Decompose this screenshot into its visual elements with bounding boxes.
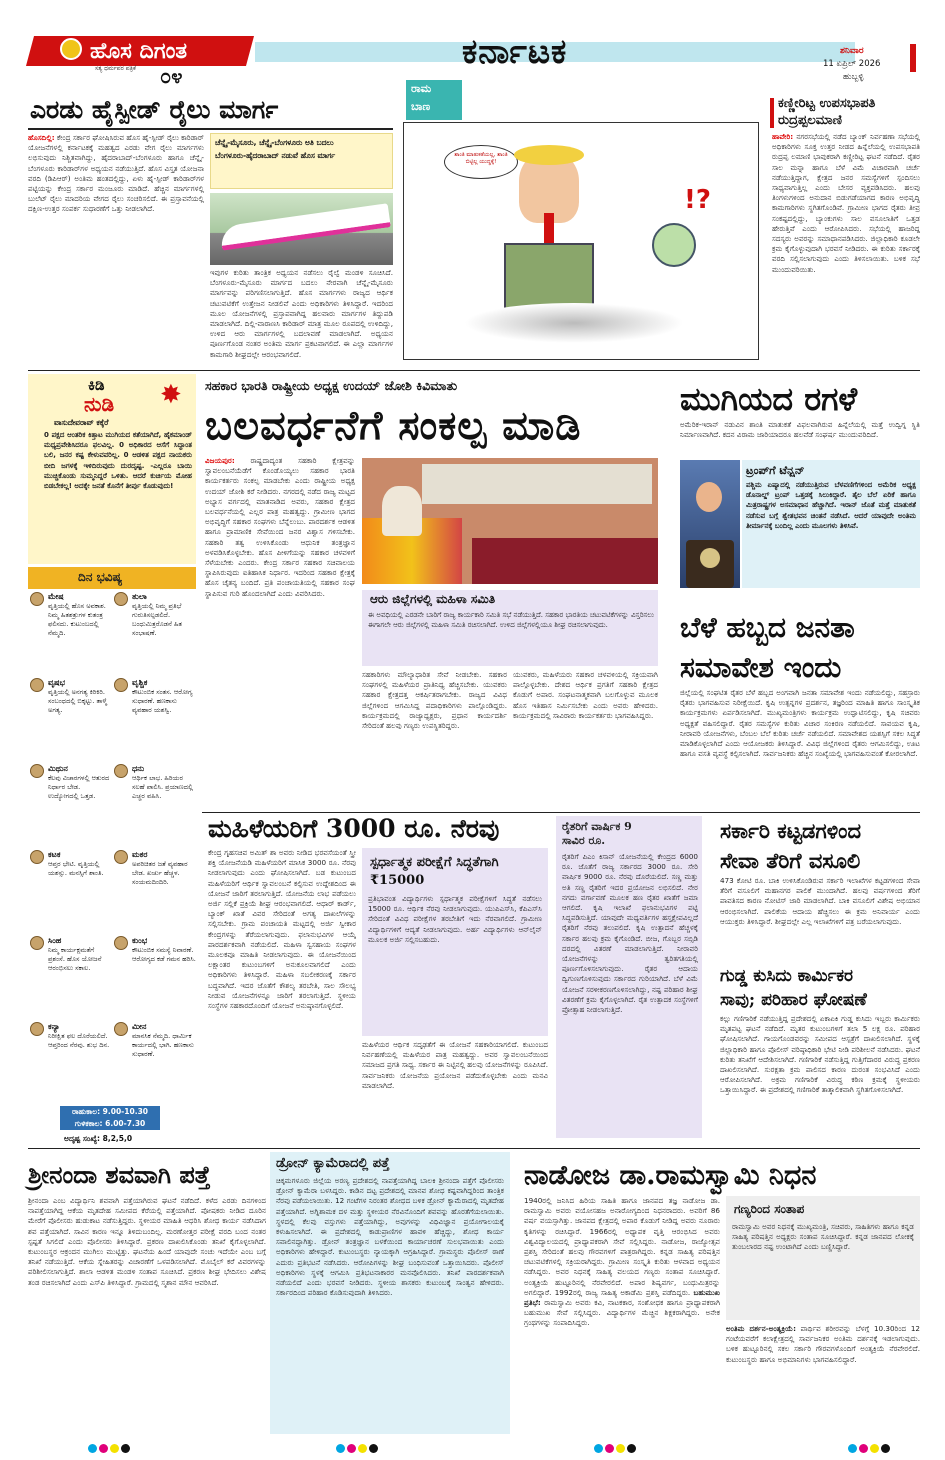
trump-title: ಟ್ರಂಪ್‌ಗೆ ಟೆನ್ಷನ್: [746, 464, 805, 477]
logo-emblem-icon: [60, 38, 82, 60]
shreenanda-headline: ಶ್ರೀನಂದಾ ಶವವಾಗಿ ಪತ್ತೆ: [28, 1160, 211, 1189]
rail-body1: ಕೇಂದ್ರ ಸರ್ಕಾರ ಘೋಷಿಸಿರುವ ಹೊಸ ಹೈ-ಸ್ಪೀಡ್ ರೈಲು ಕಾರಿಡಾರ್ ಯೋಜನೆಗಳಲ್ಲಿ ಕರ್ನಾಟಕಕ್ಕೆ ಮಹತ್ವದ ಎರಡು ವೇಗ ರೈಲು ಮಾರ್ಗಗಳು ಲಭಿಸುವುದು ನಿಶ್ಚಿತವಾಗಿದ್ದು, ಹೈದರಾಬಾದ್-ಬೆಂಗಳೂರು ಹಾಗೂ ಚೆನ್ನೈ-ಬೆಂಗಳೂರು ಕಾರಿಡಾರ್‌ಗಳ ಅಧ್ಯಯನ ನಡೆಯುತ್ತಿದೆ. ಹೊಸ ವಿಸ್ತೃತ ಯೋಜನಾ ವರದಿ (ಡಿಪಿಆರ್) ಅಂತಿಮ ಹಂತದಲ್ಲಿದ್ದು, ಏಳು ಹೈ-ಸ್ಪೀಡ್ ಕಾರಿಡಾರ್‌ಗಳ ಪಟ್ಟಿಯನ್ನು ಕೇಂದ್ರ ಸರ್ಕಾರ ಮಂಜೂರು ಮಾಡಿದೆ. ಹೆಚ್ಚಿನ ಮಾರ್ಗಗಳಲ್ಲಿ ಬುಲೆಟ್ ರೈಲು ಮಾದರಿಯ ವೇಗದ ರೈಲು ಸಂಚರಿಸಲಿದೆ. ಈ ಪ್ರಸ್ತಾವನೆಯಲ್ಲಿ ದಕ್ಷಿಣ-ಉತ್ತರ ಸಂಪರ್ಕ ಸುಧಾರಣೆಗೆ ಒತ್ತು ನೀಡಲಾಗಿದೆ.: [28, 133, 204, 214]
rail-dateline: ಹೊಸದಿಲ್ಲಿ:: [28, 133, 55, 142]
zodiac-sign-text: ನಿರೀಕ್ಷಿತ ಫಲ ದೊರೆಯಲಿದೆ. ಆಪ್ತರಿಂದ ನೆರವು. ಶುಭ ದಿನ.: [48, 1032, 110, 1049]
spardha-body: ಪ್ರತಿಭಾವಂತ ವಿದ್ಯಾರ್ಥಿಗಳು ಸ್ಪರ್ಧಾತ್ಮಕ ಪರೀಕ್ಷೆಗಳಿಗೆ ಸಿದ್ಧತೆ ನಡೆಸಲು 15000 ರೂ. ಆರ್ಥಿಕ ನೆರವು ನೀಡಲಾಗುವುದು. ಯುಪಿಎಸ್‌ಸಿ, ಕೆಪಿಎಸ್‌ಸಿ ಸೇರಿದಂತೆ ವಿವಿಧ ಪರೀಕ್ಷೆಗಳ ತರಬೇತಿಗೆ ಇದು ನೆರವಾಗಲಿದೆ. ಗ್ರಾಮೀಣ ವಿದ್ಯಾರ್ಥಿಗಳಿಗೆ ಆದ್ಯತೆ ನೀಡಲಾಗುವುದು. ಅರ್ಹ ವಿದ್ಯಾರ್ಥಿಗಳು ಆನ್‌ಲೈನ್ ಮೂಲಕ ಅರ್ಜಿ ಸಲ್ಲಿಸಬಹುದು.: [368, 894, 542, 944]
zodiac-sign-name: ಮಕರ: [132, 850, 148, 859]
sahakara-kicker: ಸಹಕಾರ ಭಾರತಿ ರಾಷ್ಟ್ರೀಯ ಅಧ್ಯಕ್ಷ ಉದಯ್ ಜೋಶಿ ಕಿವಿಮಾತು: [205, 378, 458, 393]
horoscope-grid: [30, 592, 196, 1100]
sahakara-col2: ಸಹಕಾರಿಗಳು ಮೌಲ್ಯಾಧಾರಿತ ಸೇವೆ ನೀಡಬೇಕು. ಸಹಕಾರ ಸಂಘಗಳಲ್ಲಿ ಮಹಿಳೆಯರ ಪ್ರಾತಿನಿಧ್ಯ ಹೆಚ್ಚಿಸಬೇಕು. ಯುವಕರು ಸಹಕಾರ ಕ್ಷೇತ್ರದತ್ತ ಆಕರ್ಷಿತರಾಗಬೇಕು. ರಾಜ್ಯದ ವಿವಿಧ ಜಿಲ್ಲೆಗಳಿಂದ ಆಗಮಿಸಿದ್ದ ಪದಾಧಿಕಾರಿಗಳು ಪಾಲ್ಗೊಂಡಿದ್ದರು. ಕಾರ್ಯಕ್ರಮದಲ್ಲಿ ರಾಜ್ಯಾಧ್ಯಕ್ಷರು, ಪ್ರಧಾನ ಕಾರ್ಯದರ್ಶಿ ಸೇರಿದಂತೆ ಹಲವು ಗಣ್ಯರು ಉಪಸ್ಥಿತರಿದ್ದರು.: [362, 670, 507, 731]
drone-headline: ಡ್ರೋನ್ ಕ್ಯಾಮೆರಾದಲ್ಲಿ ಪತ್ತೆ: [276, 1156, 390, 1171]
nadoja-sub1-body: ರಾಮಸ್ವಾಮಿ ಅವರು ಕವಿ, ನಾಟಕಕಾರ, ಸಂಶೋಧಕ ಹಾಗೂ ಪ್ರಾಧ್ಯಾಪಕರಾಗಿ ಬಹುಮುಖ ಸೇವೆ ಸಲ್ಲಿಸಿದ್ದರು. ವಿದ್ಯಾರ್ಥಿಗಳ ಮೆಚ್ಚಿನ ಶಿಕ್ಷಕರಾಗಿದ್ದರು. ಅನೇಕ ಗ್ರಂಥಗಳನ್ನು ಸಂಪಾದಿಸಿದ್ದರು.: [524, 1298, 720, 1328]
zodiac-sign-icon: [30, 592, 44, 606]
cartoon-tag-line1: ರಾಮ: [411, 82, 432, 95]
bele-body: ಜಿಲ್ಲೆಯಲ್ಲಿ ಸಂಘಟಿತ ರೈತರ ಬೆಳೆ ಹಬ್ಬದ ಅಂಗವಾಗಿ ಜನತಾ ಸಮಾವೇಶ ಇಂದು ನಡೆಯಲಿದ್ದು, ಸಹಸ್ರಾರು ರೈತರು ಭಾಗವಹಿಸುವ ನಿರೀಕ್ಷೆಯಿದೆ. ಕೃಷಿ ಉತ್ಪನ್ನಗಳ ಪ್ರದರ್ಶನ, ತಜ್ಞರಿಂದ ಮಾಹಿತಿ ಹಾಗೂ ಸಾಂಸ್ಕೃತಿಕ ಕಾರ್ಯಕ್ರಮಗಳು ಏರ್ಪಡಿಸಲಾಗಿದೆ. ಮುಖ್ಯಮಂತ್ರಿಗಳು ಕಾರ್ಯಕ್ರಮ ಉದ್ಘಾಟಿಸಲಿದ್ದು, ಕೃಷಿ ಸಚಿವರು ಅಧ್ಯಕ್ಷತೆ ವಹಿಸಲಿದ್ದಾರೆ. ರೈತರ ಸಮಸ್ಯೆಗಳ ಕುರಿತು ವಿಚಾರ ಸಂಕಿರಣ ನಡೆಯಲಿದೆ. ಸಾವಯವ ಕೃಷಿ, ನೀರಾವರಿ ಯೋಜನೆಗಳು, ಬೆಂಬಲ ಬೆಲೆ ಕುರಿತು ಚರ್ಚೆ ನಡೆಯಲಿದೆ. ಸಮಾವೇಶದ ಯಶಸ್ಸಿಗೆ ಸಕಲ ಸಿದ್ಧತೆ ಮಾಡಿಕೊಳ್ಳಲಾಗಿದೆ ಎಂದು ಆಯೋಜಕರು ತಿಳಿಸಿದ್ದಾರೆ. ವಿವಿಧ ಜಿಲ್ಲೆಗಳಿಂದ ರೈತರು ಆಗಮಿಸಲಿದ್ದು, ಊಟ ಹಾಗೂ ವಸತಿ ವ್ಯವಸ್ಥೆ ಕಲ್ಪಿಸಲಾಗಿದೆ. ಸಾರ್ವಜನಿಕರು ಹೆಚ್ಚಿನ ಸಂಖ್ಯೆಯಲ್ಲಿ ಭಾಗವಹಿಸುವಂತೆ ಕೋರಲಾಗಿದೆ.: [680, 688, 920, 759]
registration-dots-4: [848, 1438, 892, 1457]
horoscope-sign: [114, 678, 196, 758]
gudda-headline-2: ಸಾವು; ಪರಿಹಾರ ಘೋಷಣೆ: [720, 990, 867, 1010]
nadoja-box-body: ರಾಮಸ್ವಾಮಿ ಅವರ ನಿಧನಕ್ಕೆ ಮುಖ್ಯಮಂತ್ರಿ, ಸಚಿವರು, ಸಾಹಿತಿಗಳು ಹಾಗೂ ಕನ್ನಡ ಸಾಹಿತ್ಯ ಪರಿಷತ್ತಿನ ಅಧ್ಯಕ್ಷರು ಸಂತಾಪ ಸೂಚಿಸಿದ್ದಾರೆ. ಕನ್ನಡ ಜಾನಪದ ಲೋಕಕ್ಕೆ ತುಂಬಲಾರದ ನಷ್ಟ ಉಂಟಾಗಿದೆ ಎಂದು ಬಣ್ಣಿಸಿದ್ದಾರೆ.: [732, 1222, 914, 1252]
sahakara-body: ರಾಷ್ಟ್ರದಾದ್ಯಂತ ಸಹಕಾರಿ ಕ್ಷೇತ್ರವನ್ನು ಸ್ವಾವಲಂಬನೆಯೆಡೆಗೆ ಕೊಂಡೊಯ್ಯಲು ಸಹಕಾರ ಭಾರತಿ ಕಾರ್ಯಕರ್ತರು ಸಂಕಲ್ಪ ಮಾಡಬೇಕು ಎಂದು ರಾಷ್ಟ್ರೀಯ ಅಧ್ಯಕ್ಷ ಉದಯ್ ಜೋಶಿ ಕರೆ ನೀಡಿದರು. ನಗರದಲ್ಲಿ ನಡೆದ ರಾಜ್ಯ ಮಟ್ಟದ ಅಭ್ಯಾಸ ವರ್ಗದಲ್ಲಿ ಮಾತನಾಡಿದ ಅವರು, ಸಹಕಾರ ಕ್ಷೇತ್ರದ ಬಲವರ್ಧನೆಯಲ್ಲಿ ಎಲ್ಲರ ಪಾತ್ರ ಮಹತ್ವದ್ದು. ಗ್ರಾಮೀಣ ಭಾಗದ ಅಭಿವೃದ್ಧಿಗೆ ಸಹಕಾರ ಸಂಘಗಳು ಬೆನ್ನೆಲುಬು. ಪಾರದರ್ಶಕ ಆಡಳಿತ ಹಾಗೂ ಪ್ರಾಮಾಣಿಕ ಸೇವೆಯಿಂದ ಜನರ ವಿಶ್ವಾಸ ಗಳಿಸಬೇಕು. ಸಹಕಾರಿ ತತ್ವ ಉಳಿಸಿಕೊಂಡು ಆಧುನಿಕ ತಂತ್ರಜ್ಞಾನ ಅಳವಡಿಸಿಕೊಳ್ಳಬೇಕು. ಹೊಸ ಪೀಳಿಗೆಯನ್ನು ಸಹಕಾರ ಚಳವಳಿಗೆ ಸೆಳೆಯಬೇಕು ಎಂದರು. ಕೇಂದ್ರ ಸರ್ಕಾರ ಸಹಕಾರ ಸಚಿವಾಲಯ ಸ್ಥಾಪಿಸಿರುವುದು ಐತಿಹಾಸಿಕ ನಿರ್ಧಾರ. ಇದರಿಂದ ಸಹಕಾರ ಕ್ಷೇತ್ರಕ್ಕೆ ಹೊಸ ಚೈತನ್ಯ ಬಂದಿದೆ. ಪ್ರತಿ ಪಂಚಾಯತಿಯಲ್ಲಿ ಸಹಕಾರ ಸಂಘ ಸ್ಥಾಪಿಸುವ ಗುರಿ ಹೊಂದಲಾಗಿದೆ ಎಂದು ವಿವರಿಸಿದರು.: [205, 456, 355, 598]
rahukala-box: [60, 1106, 160, 1130]
zodiac-sign-name: ಧನು: [132, 764, 145, 773]
horoscope-sign: [114, 592, 196, 672]
date-day: ಶನಿವಾರ: [840, 46, 864, 56]
lucky-number: ಅದೃಷ್ಟ ಸಂಖ್ಯೆ: 8,2,5,0: [64, 1134, 133, 1143]
gudda-headline: [720, 964, 920, 1012]
zodiac-sign-name: ಮೀನ: [132, 1022, 147, 1031]
mahila-col1: ಕೇಂದ್ರ ಗೃಹಸಚಿವ ಅಮಿತ್ ಶಾ ಅವರು ನೀಡಿದ ಭರವಸೆಯಂತೆ ಸ್ತ್ರೀ ಶಕ್ತಿ ಯೋಜನೆಯಡಿ ಮಹಿಳೆಯರಿಗೆ ಮಾಸಿಕ 3000 ರೂ. ನೆರವು ನೀಡಲಾಗುವುದು ಎಂದು ಘೋಷಿಸಲಾಗಿದೆ. ಬಡ ಕುಟುಂಬದ ಮಹಿಳೆಯರಿಗೆ ಆರ್ಥಿಕ ಸ್ವಾವಲಂಬನೆ ಕಲ್ಪಿಸುವ ಉದ್ದೇಶದಿಂದ ಈ ಯೋಜನೆ ಜಾರಿಗೆ ತರಲಾಗುತ್ತಿದೆ. ಯೋಜನೆಯ ಲಾಭ ಪಡೆಯಲು ಅರ್ಜಿ ಸಲ್ಲಿಕೆ ಪ್ರಕ್ರಿಯೆ ಶೀಘ್ರ ಆರಂಭವಾಗಲಿದೆ. ಆಧಾರ್ ಕಾರ್ಡ್, ಬ್ಯಾಂಕ್ ಖಾತೆ ವಿವರ ಸೇರಿದಂತೆ ಅಗತ್ಯ ದಾಖಲೆಗಳನ್ನು ಸಲ್ಲಿಸಬೇಕು. ಗ್ರಾಮ ಪಂಚಾಯತಿ ಮಟ್ಟದಲ್ಲಿ ಅರ್ಜಿ ಸ್ವೀಕಾರ ಕೇಂದ್ರಗಳನ್ನು ತೆರೆಯಲಾಗುವುದು. ಫಲಾನುಭವಿಗಳ ಆಯ್ಕೆ ಪಾರದರ್ಶಕವಾಗಿ ನಡೆಯಲಿದೆ. ಮಹಿಳಾ ಸ್ವಸಹಾಯ ಸಂಘಗಳ ಮೂಲಕವೂ ಮಾಹಿತಿ ನೀಡಲಾಗುವುದು. ಈ ಯೋಜನೆಯಿಂದ ಲಕ್ಷಾಂತರ ಕುಟುಂಬಗಳಿಗೆ ಅನುಕೂಲವಾಗಲಿದೆ ಎಂದು ಅಧಿಕಾರಿಗಳು ತಿಳಿಸಿದ್ದಾರೆ. ಮಹಿಳಾ ಸಬಲೀಕರಣಕ್ಕೆ ಸರ್ಕಾರ ಬದ್ಧವಾಗಿದೆ. ಇದರ ಜೊತೆಗೆ ಕೌಶಲ್ಯ ತರಬೇತಿ, ಸಾಲ ಸೌಲಭ್ಯ ನೀಡುವ ಯೋಜನೆಗಳನ್ನೂ ಜಾರಿಗೆ ತರಲಾಗುತ್ತಿದೆ. ಸ್ಥಳೀಯ ಸಂಸ್ಥೆಗಳ ಸಹಕಾರದೊಂದಿಗೆ ಯೋಜನೆ ಅನುಷ್ಠಾನಗೊಳ್ಳಲಿದೆ.: [208, 848, 356, 1011]
sahakara-headline: ಬಲವರ್ಧನೆಗೆ ಸಂಕಲ್ಪ ಮಾಡಿ: [205, 402, 582, 449]
section-title: ಕರ್ನಾಟಕ: [462, 32, 568, 72]
cartoon-tag-line2: ಬಾಣ: [411, 100, 431, 113]
zodiac-sign-text: ಕೌಟುಂಬಿಕ ಸಂತಸ. ಆರೋಗ್ಯ ಸುಧಾರಣೆ. ಹಣಕಾಸು ವ್ಯವಹಾರ ಯಶಸ್ವಿ.: [132, 688, 193, 714]
drone-body: ಚಿಕ್ಕಮಗಳೂರು ಜಿಲ್ಲೆಯ ಅರಣ್ಯ ಪ್ರದೇಶದಲ್ಲಿ ನಾಪತ್ತೆಯಾಗಿದ್ದ ಬಾಲಕಿ ಶ್ರೀನಂದಾ ಪತ್ತೆಗೆ ಪೊಲೀಸರು ಡ್ರೋನ್ ಕ್ಯಾಮೆರಾ ಬಳಸಿದ್ದರು. ಕಾಡಿನ ದಟ್ಟ ಪ್ರದೇಶದಲ್ಲಿ ಮಾನವ ಶೋಧ ಕಷ್ಟವಾಗಿದ್ದರಿಂದ ತಾಂತ್ರಿಕ ನೆರವು ಪಡೆಯಲಾಯಿತು. 12 ಗಂಟೆಗಳ ನಿರಂತರ ಶೋಧದ ಬಳಿಕ ಡ್ರೋನ್ ಕ್ಯಾಮೆರಾದಲ್ಲಿ ಮೃತದೇಹ ಪತ್ತೆಯಾಗಿದೆ. ಅಗ್ನಿಶಾಮಕ ದಳ ಮತ್ತು ಸ್ಥಳೀಯರ ನೆರವಿನೊಂದಿಗೆ ಶವವನ್ನು ಹೊರತೆಗೆಯಲಾಯಿತು. ಸ್ಥಳದಲ್ಲಿ ಕೆಲವು ವಸ್ತುಗಳು ಪತ್ತೆಯಾಗಿದ್ದು, ಅವುಗಳನ್ನು ವಿಧಿವಿಜ್ಞಾನ ಪ್ರಯೋಗಾಲಯಕ್ಕೆ ಕಳುಹಿಸಲಾಗಿದೆ. ಈ ಪ್ರದೇಶದಲ್ಲಿ ಕಾಡುಪ್ರಾಣಿಗಳ ಹಾವಳಿ ಹೆಚ್ಚಿದ್ದು, ಶೋಧ ಕಾರ್ಯ ಸವಾಲಿನದ್ದಾಗಿತ್ತು. ಡ್ರೋನ್ ತಂತ್ರಜ್ಞಾನ ಬಳಕೆಯಿಂದ ಕಾರ್ಯಾಚರಣೆ ಸುಲಭವಾಯಿತು ಎಂದು ಅಧಿಕಾರಿಗಳು ಹೇಳಿದ್ದಾರೆ. ಕುಟುಂಬಸ್ಥರು ನ್ಯಾಯಕ್ಕಾಗಿ ಆಗ್ರಹಿಸಿದ್ದಾರೆ. ಗ್ರಾಮಸ್ಥರು ಪೊಲೀಸ್ ಠಾಣೆ ಎದುರು ಪ್ರತಿಭಟನೆ ನಡೆಸಿದರು. ಆರೋಪಿಗಳನ್ನು ಶೀಘ್ರ ಬಂಧಿಸುವಂತೆ ಒತ್ತಾಯಿಸಿದರು. ಪೊಲೀಸ್ ಅಧಿಕಾರಿಗಳು ಸ್ಥಳಕ್ಕೆ ಆಗಮಿಸಿ ಪ್ರತಿಭಟನಾಕಾರರ ಮನವೊಲಿಸಿದರು. ತನಿಖೆ ಪಾರದರ್ಶಕವಾಗಿ ನಡೆಯಲಿದೆ ಎಂದು ಭರವಸೆ ನೀಡಿದರು. ಸ್ಥಳೀಯ ಶಾಸಕರು ಕುಟುಂಬಕ್ಕೆ ಸಾಂತ್ವನ ಹೇಳಿದರು. ಸರ್ಕಾರದಿಂದ ಪರಿಹಾರ ಕೊಡಿಸುವುದಾಗಿ ತಿಳಿಸಿದರು.: [276, 1176, 504, 1298]
zodiac-sign-text: ಆಪ್ತರ ಭೇಟಿ. ವೃತ್ತಿಯಲ್ಲಿ ಯಶಸ್ಸು. ಮನಸ್ಸಿಗೆ ಶಾಂತಿ.: [48, 860, 104, 877]
zodiac-sign-name: ಮಿಥುನ: [48, 764, 68, 773]
zodiac-sign-name: ಕಟಕ: [48, 850, 61, 859]
zodiac-sign-name: ಕುಂಭ: [132, 936, 148, 945]
zodiac-sign-text: ವೃತ್ತಿಯಲ್ಲಿ ನಿಮ್ಮ ಪ್ರತಿಭೆ ಗುರುತಿಸಲ್ಪಡಲಿದೆ. ಬಂಧುಮಿತ್ರರೊಡನೆ ಹಿತ ಸಂಭಾಷಣೆ.: [132, 602, 183, 637]
spardha-title: ಸ್ಪರ್ಧಾತ್ಮಕ ಪರೀಕ್ಷೆಗೆ ಸಿದ್ಧತೆಗಾಗಿ ₹15000: [370, 855, 499, 888]
zodiac-sign-name: ಮೇಷ: [48, 592, 64, 601]
drone-box: [270, 1152, 510, 1434]
horoscope-col-right: [114, 592, 196, 1108]
horoscope-col-left: [30, 592, 110, 1108]
logo-tagline: ಸತ್ಯ ಧರ್ಮಪರ ಪತ್ರಿಕೆ: [95, 65, 136, 72]
cartoon-speech-bubble: [444, 145, 518, 179]
bele-headline-2: ಸಮಾವೇಶ ಇಂದು: [680, 651, 842, 684]
kanneer-headline-1: ಕಣ್ಣೀರಿಟ್ಟ ಉಪಸಭಾಪತಿ: [778, 96, 876, 111]
kidi-body: 0 ಪಕ್ಷದ ಆಂತರಿಕ ಕಿತ್ತಾಟ ಮುಗಿಯದ ಕತೆಯಾಗಿದೆ, ಹೈಕಮಾಂಡ್ ಮಧ್ಯಪ್ರವೇಶಿಸಿದರೂ ಫಲವಿಲ್ಲ. 0 ಅಧಿಕಾರದ ಆಸೆಗೆ ಸಿದ್ಧಾಂತ ಬಲಿ, ಜನರ ಕಷ್ಟ ಕೇಳುವವರಿಲ್ಲ. 0 ಆಡಳಿತ ಪಕ್ಷದ ನಾಯಕರು ಬೀದಿ ಜಗಳಕ್ಕೆ ಇಳಿದಿರುವುದು ದುರದೃಷ್ಟ. -ಎಲ್ಲರೂ ಬಾಯಿ ಮುಚ್ಚಿಕೊಂಡು ಸುಮ್ಮನಿದ್ದರೆ ಒಳಿತು. ಆದರೆ ಕುರ್ಚಿಯ ಮೋಹ ಬಿಡಬೇಕಲ್ಲ! ಅದಕ್ಕೇ ಜನತೆ ಕೊನೆಗೆ ತೀರ್ಪು ಕೊಡುವುದು!: [44, 431, 192, 491]
sarkari-headline-2: ಸೇವಾ ತೆರಿಗೆ ವಸೂಲಿ: [720, 848, 861, 873]
rail-body2: ಇವುಗಳ ಕುರಿತು ತಾಂತ್ರಿಕ ಅಧ್ಯಯನ ನಡೆಸಲು ರೈಲ್ವೆ ಮಂಡಳಿ ಸೂಚಿಸಿದೆ. ಬೆಂಗಳೂರು-ಮೈಸೂರು ಮಾರ್ಗದ ಬದಲು ನೇರವಾಗಿ ಚೆನ್ನೈ-ಮೈಸೂರು ಮಾರ್ಗವನ್ನು ಪರಿಗಣಿಸಲಾಗುತ್ತಿದೆ. ಹೊಸ ಮಾರ್ಗಗಳು ರಾಜ್ಯದ ಆರ್ಥಿಕ ಚಟುವಟಿಕೆಗೆ ಉತ್ತೇಜನ ನೀಡಲಿವೆ ಎಂದು ಅಧಿಕಾರಿಗಳು ತಿಳಿಸಿದ್ದಾರೆ.: [210, 268, 393, 308]
zodiac-sign-text: ಕೌಟುಂಬಿಕ ಸಮಸ್ಯೆ ನಿವಾರಣೆ. ಆರೋಗ್ಯದ ಕಡೆ ಗಮನ ಹರಿಸಿ.: [132, 946, 196, 963]
horoscope-sign: [114, 764, 196, 844]
zodiac-sign-icon: [114, 936, 128, 950]
rail-rule: [28, 128, 393, 130]
rail-headline: ಎರಡು ಹೈಸ್ಪೀಡ್ ರೈಲು ಮಾರ್ಗ: [30, 95, 279, 124]
bele-headline-1: ಬೆಳೆ ಹಬ್ಬದ ಜನತಾ: [680, 611, 855, 644]
horoscope-sign: [30, 936, 110, 1016]
horoscope-sign: [30, 678, 110, 758]
nadoja-headline: ನಾಡೋಜ ಡಾ.ರಾಮಸ್ವಾಮಿ ನಿಧನ: [524, 1160, 817, 1191]
horoscope-sign: [30, 764, 110, 844]
row2-rule: [202, 812, 920, 813]
horoscope-sign: [114, 1022, 196, 1102]
kidi-title-2: ನುಡಿ: [84, 392, 115, 416]
raitha-title: [562, 820, 632, 848]
sarkari-body: 473 ಕೋಟಿ ರೂ. ಬಾಕಿ ಉಳಿಸಿಕೊಂಡಿರುವ ಸರ್ಕಾರಿ ಇಲಾಖೆಗಳ ಕಟ್ಟಡಗಳಿಂದ ಸೇವಾ ತೆರಿಗೆ ವಸೂಲಿಗೆ ಮಹಾನಗರ ಪಾಲಿಕೆ ಮುಂದಾಗಿದೆ. ಹಲವು ವರ್ಷಗಳಿಂದ ತೆರಿಗೆ ಪಾವತಿಸದ ಕಾರಣ ನೋಟಿಸ್ ಜಾರಿ ಮಾಡಲಾಗಿದೆ. ಬಾಕಿ ವಸೂಲಿಗೆ ವಿಶೇಷ ಅಭಿಯಾನ ಆರಂಭಿಸಲಾಗಿದೆ. ಪಾಲಿಕೆಯ ಆದಾಯ ಹೆಚ್ಚಿಸಲು ಈ ಕ್ರಮ ಅನಿವಾರ್ಯ ಎಂದು ಆಯುಕ್ತರು ತಿಳಿಸಿದ್ದಾರೆ. ಶೀಘ್ರದಲ್ಲೇ ಎಲ್ಲ ಇಲಾಖೆಗಳಿಗೆ ಪತ್ರ ಬರೆಯಲಾಗುವುದು.: [720, 876, 920, 926]
mahila-col2: ಮಹಿಳೆಯರ ಆರ್ಥಿಕ ಸದೃಢತೆಗೆ ಈ ಯೋಜನೆ ಸಹಕಾರಿಯಾಗಲಿದೆ. ಕುಟುಂಬದ ನಿರ್ವಹಣೆಯಲ್ಲಿ ಮಹಿಳೆಯರ ಪಾತ್ರ ಮಹತ್ವದ್ದು. ಅವರ ಸ್ವಾವಲಂಬನೆಯಿಂದ ಸಮಾಜದ ಪ್ರಗತಿ ಸಾಧ್ಯ. ಸರ್ಕಾರ ಈ ನಿಟ್ಟಿನಲ್ಲಿ ಹಲವು ಯೋಜನೆಗಳನ್ನು ರೂಪಿಸಿದೆ. ಸಾರ್ವಜನಿಕರು ಯೋಜನೆಯ ಪ್ರಯೋಜನ ಪಡೆದುಕೊಳ್ಳಬೇಕು ಎಂದು ಮನವಿ ಮಾಡಲಾಗಿದೆ.: [362, 1040, 548, 1090]
sarkari-headline: [720, 816, 920, 876]
nadoja-box: [726, 1196, 920, 1320]
zodiac-sign-icon: [114, 764, 128, 778]
sahakara-inset: [362, 590, 658, 666]
zodiac-sign-icon: [30, 850, 44, 864]
zodiac-sign-text: ನಿಮ್ಮ ಕಾರ್ಯಕ್ಷಮತೆಗೆ ಪ್ರಶಂಸೆ. ಹೊಸ ಯೋಜನೆ ಆರಂಭಿಸಲು ಸಕಾಲ.: [48, 946, 102, 972]
nadoja-body: 1940ರಲ್ಲಿ ಜನಿಸಿದ ಹಿರಿಯ ಸಾಹಿತಿ ಹಾಗೂ ಜಾನಪದ ತಜ್ಞ ನಾಡೋಜ ಡಾ. ರಾಮಸ್ವಾಮಿ ಅವರು ವಯೋಸಹಜ ಅನಾರೋಗ್ಯದಿಂದ ನಿಧನರಾದರು. ಅವರಿಗೆ 86 ವರ್ಷ ವಯಸ್ಸಾಗಿತ್ತು. ಜಾನಪದ ಕ್ಷೇತ್ರದಲ್ಲಿ ಅಪಾರ ಕೊಡುಗೆ ನೀಡಿದ್ದ ಅವರು ನೂರಾರು ಕೃತಿಗಳನ್ನು ರಚಿಸಿದ್ದಾರೆ. 1966ರಲ್ಲಿ ಅಧ್ಯಾಪಕ ವೃತ್ತಿ ಆರಂಭಿಸಿದ ಅವರು ವಿಶ್ವವಿದ್ಯಾಲಯದಲ್ಲಿ ಪ್ರಾಧ್ಯಾಪಕರಾಗಿ ಸೇವೆ ಸಲ್ಲಿಸಿದ್ದರು. ನಾಡೋಜ, ರಾಜ್ಯೋತ್ಸವ ಪ್ರಶಸ್ತಿ ಸೇರಿದಂತೆ ಹಲವು ಗೌರವಗಳಿಗೆ ಪಾತ್ರರಾಗಿದ್ದರು. ಕನ್ನಡ ಸಾಹಿತ್ಯ ಪರಿಷತ್ತಿನ ಚಟುವಟಿಕೆಗಳಲ್ಲಿ ಸಕ್ರಿಯರಾಗಿದ್ದರು. ಗ್ರಾಮೀಣ ಸಂಸ್ಕೃತಿ ಕುರಿತು ಆಳವಾದ ಅಧ್ಯಯನ ನಡೆಸಿದ್ದರು. ಅವರ ನಿಧನಕ್ಕೆ ಸಾಹಿತ್ಯ ವಲಯದ ಗಣ್ಯರು ಸಂತಾಪ ಸೂಚಿಸಿದ್ದಾರೆ. ಅಂತ್ಯಕ್ರಿಯೆ ಹುಟ್ಟೂರಿನಲ್ಲಿ ನೆರವೇರಲಿದೆ. ಅಪಾರ ಶಿಷ್ಯವರ್ಗ, ಬಂಧುಮಿತ್ರರನ್ನು ಅಗಲಿದ್ದಾರೆ. 1992ರಲ್ಲಿ ರಾಜ್ಯ ಸಾಹಿತ್ಯ ಅಕಾಡೆಮಿ ಪ್ರಶಸ್ತಿ ಪಡೆದಿದ್ದರು.: [524, 1196, 720, 1297]
zodiac-sign-name: ಕನ್ಯಾ: [48, 1022, 60, 1031]
page-number: ೦೪: [160, 64, 183, 88]
horoscope-sign: [30, 850, 110, 930]
zodiac-sign-icon: [30, 764, 44, 778]
city-name: ಹುಬ್ಬಳ್ಳಿ: [843, 72, 864, 82]
horoscope-sign: [114, 936, 196, 1016]
rahukala-text: ರಾಹುಕಾಲ: 9.00-10.30: [71, 1107, 149, 1116]
nadoja-sub1: ಬಹುಮುಖ ಪ್ರತಿಭೆ:: [524, 1287, 720, 1308]
sahakara-col1: [205, 456, 355, 756]
kanneer-body: [772, 132, 920, 364]
sahakara-col3: ಯುವಕರು, ಮಹಿಳೆಯರು ಸಹಕಾರ ಚಳವಳಿಯಲ್ಲಿ ಸಕ್ರಿಯವಾಗಿ ಪಾಲ್ಗೊಳ್ಳಬೇಕು. ದೇಶದ ಆರ್ಥಿಕ ಪ್ರಗತಿಗೆ ಸಹಕಾರಿ ಕ್ಷೇತ್ರದ ಕೊಡುಗೆ ಅಪಾರ. ಸಂಘಟನಾತ್ಮಕವಾಗಿ ಬಲಗೊಳ್ಳುವ ಮೂಲಕ ಹೊಸ ಇತಿಹಾಸ ನಿರ್ಮಿಸಬೇಕು ಎಂದು ಅವರು ಹೇಳಿದರು. ಕಾರ್ಯಕ್ರಮದಲ್ಲಿ ಸಾವಿರಾರು ಕಾರ್ಯಕರ್ತರು ಭಾಗವಹಿಸಿದ್ದರು.: [513, 670, 658, 720]
nadoja-col1: [524, 1196, 720, 1432]
kidi-title-1: ಕಿಡಿ: [88, 376, 105, 394]
photo-speaker: [382, 486, 422, 536]
raitha-box: [556, 816, 702, 1138]
gudda-body: ಕಲ್ಲು ಗಣಿಗಾರಿಕೆ ನಡೆಯುತ್ತಿದ್ದ ಪ್ರದೇಶದಲ್ಲಿ ಏಕಾಏಕಿ ಗುಡ್ಡ ಕುಸಿದು ಇಬ್ಬರು ಕಾರ್ಮಿಕರು ಮೃತಪಟ್ಟ ಘಟನೆ ನಡೆದಿದೆ. ಮೃತರ ಕುಟುಂಬಗಳಿಗೆ ತಲಾ 5 ಲಕ್ಷ ರೂ. ಪರಿಹಾರ ಘೋಷಿಸಲಾಗಿದೆ. ಗಾಯಗೊಂಡವರನ್ನು ಸಮೀಪದ ಆಸ್ಪತ್ರೆಗೆ ದಾಖಲಿಸಲಾಗಿದೆ. ಸ್ಥಳಕ್ಕೆ ಜಿಲ್ಲಾಧಿಕಾರಿ ಹಾಗೂ ಪೊಲೀಸ್ ವರಿಷ್ಠಾಧಿಕಾರಿ ಭೇಟಿ ನೀಡಿ ಪರಿಶೀಲನೆ ನಡೆಸಿದರು. ಘಟನೆ ಕುರಿತು ತನಿಖೆಗೆ ಆದೇಶಿಸಲಾಗಿದೆ. ಗಣಿಗಾರಿಕೆ ನಡೆಸುತ್ತಿದ್ದ ಗುತ್ತಿಗೆದಾರರ ವಿರುದ್ಧ ಪ್ರಕರಣ ದಾಖಲಿಸಲಾಗಿದೆ. ಸುರಕ್ಷತಾ ಕ್ರಮ ಪಾಲಿಸದ ಕಾರಣ ದುರಂತ ಸಂಭವಿಸಿದೆ ಎಂದು ಆರೋಪಿಸಲಾಗಿದೆ. ಅಕ್ರಮ ಗಣಿಗಾರಿಕೆ ವಿರುದ್ಧ ಕಠಿಣ ಕ್ರಮಕ್ಕೆ ಸ್ಥಳೀಯರು ಒತ್ತಾಯಿಸಿದ್ದಾರೆ. ಈ ಪ್ರದೇಶದಲ್ಲಿ ಗಣಿಗಾರಿಕೆ ತಾತ್ಕಾಲಿಕವಾಗಿ ಸ್ಥಗಿತಗೊಳಿಸಲಾಗಿದೆ.: [720, 1014, 920, 1095]
zodiac-sign-icon: [30, 936, 44, 950]
trump-photo: [680, 460, 740, 588]
photo-dais: [472, 538, 658, 584]
cartoon-bubble-text: ಶಾಂತಿ ಮಾತುಕತೆಯಲ್ಲ, ಶಾಂತಿ ಬಿಟ್ಟಿಲ್ಲ ಯುದ್ಧಕ್ಕೆ!: [454, 152, 508, 165]
zodiac-sign-text: ವೃತ್ತಿಯಲ್ಲಿ ಹೊಸ ಅವಕಾಶ. ನಿಮ್ಮ ಹಿತಶತ್ರುಗಳ ಕುತಂತ್ರ ಫಲಿಸದು. ಕುಟುಂಬದಲ್ಲಿ ನೆಮ್ಮದಿ.: [48, 602, 106, 637]
cartoon-hair: [514, 145, 584, 165]
photo-banner: [422, 464, 652, 504]
mugiyada-headline: ಮುಗಿಯದ ರಗಳೆ: [680, 380, 858, 418]
zodiac-sign-text: ಆರ್ಥಿಕ ಲಾಭ. ಹಿರಿಯರ ಸಲಹೆ ಪಾಲಿಸಿ. ಪ್ರಯಾಣದಲ್ಲಿ ಎಚ್ಚರ ವಹಿಸಿ.: [132, 774, 193, 800]
kanneer-headline: [778, 95, 923, 129]
zodiac-sign-icon: [30, 1022, 44, 1036]
zodiac-sign-text: ಕೆಲವು ವಿಚಾರಗಳಲ್ಲಿ ಆತುರದ ನಿರ್ಧಾರ ಬೇಡ. ಉದ್ಯೋಗದಲ್ಲಿ ಒತ್ತಡ.: [48, 774, 110, 800]
nadoja-darshana: ಅಂತಿಮ ದರ್ಶನ-ಅಂತ್ಯಕ್ರಿಯೆ:: [726, 1324, 796, 1333]
horoscope-header: [28, 567, 196, 589]
trump-box: [742, 460, 920, 588]
shreenanda-body: ಶ್ರೀನಂದಾ ಎಂಬ ವಿದ್ಯಾರ್ಥಿನಿ ಶವವಾಗಿ ಪತ್ತೆಯಾಗಿರುವ ಘಟನೆ ನಡೆದಿದೆ. ಕಳೆದ ಎರಡು ದಿನಗಳಿಂದ ನಾಪತ್ತೆಯಾಗಿದ್ದ ಆಕೆಯ ಮೃತದೇಹ ಸಮೀಪದ ಕೆರೆಯಲ್ಲಿ ಪತ್ತೆಯಾಗಿದೆ. ಪೋಷಕರು ನೀಡಿದ ದೂರಿನ ಮೇರೆಗೆ ಪೊಲೀಸರು ಹುಡುಕಾಟ ನಡೆಸುತ್ತಿದ್ದರು. ಸ್ಥಳೀಯರ ಮಾಹಿತಿ ಆಧರಿಸಿ ಶೋಧ ಕಾರ್ಯ ನಡೆಸಿದಾಗ ಶವ ಪತ್ತೆಯಾಗಿದೆ. ಸಾವಿನ ಕಾರಣ ಇನ್ನೂ ತಿಳಿದುಬಂದಿಲ್ಲ. ಮರಣೋತ್ತರ ಪರೀಕ್ಷೆ ವರದಿ ಬಂದ ನಂತರ ಸ್ಪಷ್ಟತೆ ಸಿಗಲಿದೆ ಎಂದು ಪೊಲೀಸರು ತಿಳಿಸಿದ್ದಾರೆ. ಪ್ರಕರಣ ದಾಖಲಿಸಿಕೊಂಡು ತನಿಖೆ ಕೈಗೊಳ್ಳಲಾಗಿದೆ. ಕುಟುಂಬಸ್ಥರ ಆಕ್ರಂದನ ಮುಗಿಲು ಮುಟ್ಟಿತ್ತು. ಘಟನೆಯ ಹಿಂದೆ ಯಾವುದೇ ಸಂಚು ಇದೆಯೇ ಎಂಬ ಬಗ್ಗೆ ತನಿಖೆ ನಡೆಯುತ್ತಿದೆ. ಆಕೆಯ ಸ್ನೇಹಿತರನ್ನು ವಿಚಾರಣೆಗೆ ಒಳಪಡಿಸಲಾಗಿದೆ. ಮೊಬೈಲ್ ಕರೆ ವಿವರಗಳನ್ನು ಪರಿಶೀಲಿಸಲಾಗುತ್ತಿದೆ. ಶಾಲಾ ಆಡಳಿತ ಮಂಡಳಿ ಸಂತಾಪ ಸೂಚಿಸಿದೆ. ಪ್ರಕರಣ ಶೀಘ್ರ ಭೇದಿಸಲು ವಿಶೇಷ ತಂಡ ರಚಿಸಲಾಗಿದೆ ಎಂದು ಎಸ್‌ಪಿ ತಿಳಿಸಿದ್ದಾರೆ. ಗ್ರಾಮದಲ್ಲಿ ಸ್ಮಶಾನ ಮೌನ ಆವರಿಸಿದೆ.: [28, 1196, 266, 1287]
horoscope-title: ದಿನ ಭವಿಷ್ಯ: [78, 570, 123, 584]
nadoja-darshana-body: ಪಾರ್ಥಿವ ಶರೀರವನ್ನು ಬೆಳಗ್ಗೆ 10.30ರಿಂದ 12 ಗಂಟೆಯವರೆಗೆ ಕಲಾಕ್ಷೇತ್ರದಲ್ಲಿ ಸಾರ್ವಜನಿಕರ ಅಂತಿಮ ದರ್ಶನಕ್ಕೆ ಇಡಲಾಗುವುದು. ಬಳಿಕ ಹುಟ್ಟೂರಿನಲ್ಲಿ ಸಕಲ ಸರ್ಕಾರಿ ಗೌರವಗಳೊಂದಿಗೆ ಅಂತ್ಯಕ್ರಿಯೆ ನೆರವೇರಲಿದೆ. ಕುಟುಂಬಸ್ಥರು ಹಾಗೂ ಅಭಿಮಾನಿಗಳು ಭಾಗವಹಿಸಲಿದ್ದಾರೆ.: [726, 1324, 920, 1364]
zodiac-sign-text: ಅಪರಿಚಿತರ ಜತೆ ವ್ಯವಹಾರ ಬೇಡ. ಖರ್ಚು ಹೆಚ್ಚಳ. ಸಂಯಮದಿಂದಿರಿ.: [132, 860, 188, 886]
nadoja-box-title: ಗಣ್ಯರಿಂದ ಸಂತಾಪ: [734, 1202, 805, 1216]
kidi-byline: ವಾಸುದೇವರಾವ್ ಕಕ್ಕೆರೆ: [54, 418, 109, 427]
cartoon-exclaim-icon: !?: [684, 185, 711, 215]
kanneer-redbar: [770, 98, 774, 128]
rail-highlight-box: [210, 133, 393, 189]
horoscope-sign: [30, 592, 110, 672]
trump-head: [696, 482, 722, 512]
registration-dots-3: [594, 1438, 638, 1457]
raitha-title-2: ಸಾವಿರ ರೂ.: [562, 834, 606, 847]
bele-headline: [680, 608, 920, 688]
registration-dots-2: [336, 1438, 380, 1457]
cartoon-frame: [403, 122, 759, 360]
zodiac-sign-text: ಮಾನಸಿಕ ನೆಮ್ಮದಿ. ಧಾರ್ಮಿಕ ಕಾರ್ಯದಲ್ಲಿ ಭಾಗಿ. ಹಣಕಾಸು ಸುಧಾರಣೆ.: [132, 1032, 194, 1058]
zodiac-sign-name: ಸಿಂಹ: [48, 936, 62, 945]
trump-body: ಪಶ್ಚಿಮ ಏಷ್ಯಾದಲ್ಲಿ ನಡೆಯುತ್ತಿರುವ ಬೆಳವಣಿಗೆಗಳಿಂದ ಅಮೆರಿಕ ಅಧ್ಯಕ್ಷ ಡೊನಾಲ್ಡ್ ಟ್ರಂಪ್ ಒತ್ತಡಕ್ಕೆ ಸಿಲುಕಿದ್ದಾರೆ. ತೈಲ ಬೆಲೆ ಏರಿಕೆ ಹಾಗೂ ಮಿತ್ರರಾಷ್ಟ್ರಗಳ ಅಸಮಾಧಾನ ಹೆಚ್ಚಾಗಿದೆ. ಇರಾನ್ ಜೊತೆ ಮತ್ತೆ ಮಾತುಕತೆ ನಡೆಸುವ ಬಗ್ಗೆ ಶ್ವೇತಭವನ ಚಿಂತನೆ ನಡೆಸಿದೆ. ಆದರೆ ಯಾವುದೇ ಅಂತಿಮ ತೀರ್ಮಾನಕ್ಕೆ ಬಂದಿಲ್ಲ ಎಂದು ಮೂಲಗಳು ತಿಳಿಸಿವೆ.: [746, 481, 916, 530]
kanneer-text: ನಗರಸಭೆಯಲ್ಲಿ ನಡೆದ ಬ್ಯಾಂಕ್ ನಿರ್ವಹಣಾ ಸಭೆಯಲ್ಲಿ ಅಧಿಕಾರಿಗಳು ಸೂಕ್ತ ಉತ್ತರ ನೀಡದ ಹಿನ್ನೆಲೆಯಲ್ಲಿ ಉಪಸಭಾಪತಿ ರುದ್ರಪ್ಪ ಲಮಾಣಿ ಭಾವುಕರಾಗಿ ಕಣ್ಣೀರಿಟ್ಟ ಘಟನೆ ನಡೆದಿದೆ. ರೈತರ ಸಾಲ ಮನ್ನಾ ಹಾಗೂ ಬೆಳೆ ವಿಮೆ ವಿಚಾರವಾಗಿ ಚರ್ಚೆ ನಡೆಯುತ್ತಿದ್ದಾಗ, ಕ್ಷೇತ್ರದ ಜನರ ಸಮಸ್ಯೆಗಳಿಗೆ ಸ್ಪಂದಿಸಲು ಸಾಧ್ಯವಾಗುತ್ತಿಲ್ಲ ಎಂದು ಬೇಸರ ವ್ಯಕ್ತಪಡಿಸಿದರು. ಹಲವು ತಿಂಗಳುಗಳಿಂದ ಅನುದಾನ ಬಿಡುಗಡೆಯಾಗದ ಕಾರಣ ಅಭಿವೃದ್ಧಿ ಕಾಮಗಾರಿಗಳು ಸ್ಥಗಿತಗೊಂಡಿವೆ. ಗ್ರಾಮೀಣ ಭಾಗದ ರೈತರು ತೀವ್ರ ಸಂಕಷ್ಟದಲ್ಲಿದ್ದು, ಬ್ಯಾಂಕುಗಳು ಸಾಲ ವಸೂಲಾತಿಗೆ ಒತ್ತಡ ಹೇರುತ್ತಿವೆ ಎಂದು ಆರೋಪಿಸಿದರು. ಸಭೆಯಲ್ಲಿ ಹಾಜರಿದ್ದ ಸದಸ್ಯರು ಅವರನ್ನು ಸಮಾಧಾನಪಡಿಸಿದರು. ಜಿಲ್ಲಾಧಿಕಾರಿ ಕೂಡಲೇ ಕ್ರಮ ಕೈಗೊಳ್ಳುವುದಾಗಿ ಭರವಸೆ ನೀಡಿದರು. ಈ ಕುರಿತು ಸರ್ಕಾರಕ್ಕೆ ವರದಿ ಸಲ್ಲಿಸಲಾಗುವುದು ಎಂದು ತಿಳಿಸಲಾಯಿತು. ಬಳಿಕ ಸಭೆ ಮುಂದುವರಿಯಿತು.: [772, 132, 920, 274]
mugiyada-body: ಅಮೆರಿಕ-ಇರಾನ್ ನಡುವಿನ ಶಾಂತಿ ಮಾತುಕತೆ ವಿಫಲವಾಗಿರುವ ಹಿನ್ನೆಲೆಯಲ್ಲಿ ಮತ್ತೆ ಉದ್ವಿಗ್ನ ಸ್ಥಿತಿ ನಿರ್ಮಾಣವಾಗಿದೆ. ಕದನ ವಿರಾಮ ಜಾರಿಯಾದರೂ ಹಲವೆಡೆ ಸಂಘರ್ಷ ಮುಂದುವರಿದಿದೆ.: [680, 420, 920, 440]
rail-route-2: ಬೆಂಗಳೂರು-ಹೈದರಾಬಾದ್ ನಡುವೆ ಹೊಸ ಮಾರ್ಗ: [215, 151, 336, 160]
train-body: [219, 203, 391, 250]
zodiac-sign-icon: [114, 1022, 128, 1036]
horoscope-sign: [30, 1022, 110, 1102]
kanneer-headline-2: ರುದ್ರಪ್ಪಲಮಾಣಿ: [778, 113, 842, 128]
inset-body: ಈ ಅವಧಿಯಲ್ಲಿ ಎರಡನೇ ಬಾರಿಗೆ ರಾಜ್ಯ ಕಾರ್ಯಕಾರಿ ಸಮಿತಿ ಸಭೆ ನಡೆಯುತ್ತಿದೆ. ಸಹಕಾರ ಭಾರತಿಯ ಚಟುವಟಿಕೆಗಳನ್ನು ವಿಸ್ತರಿಸಲು ಈಗಾಗಲೇ ಆರು ಜಿಲ್ಲೆಗಳಲ್ಲಿ ಮಹಿಳಾ ಸಮಿತಿ ರಚಿಸಲಾಗಿದೆ. ಉಳಿದ ಜಿಲ್ಲೆಗಳಲ್ಲಿಯೂ ಶೀಘ್ರ ರಚಿಸಲಾಗುವುದು.: [368, 611, 654, 630]
kanneer-dateline: ಹಾವೇರಿ:: [772, 132, 794, 141]
registration-dots-1: [88, 1438, 132, 1457]
mahila-headline: ಮಹಿಳೆಯರಿಗೆ 3000 ರೂ. ನೆರವು: [208, 814, 500, 843]
zodiac-sign-text: ವೃತ್ತಿಯಲ್ಲಿ ಅನಗತ್ಯ ಕಿರಿಕಿರಿ. ಸಂಬಂಧದಲ್ಲಿ ಬಿಕ್ಕಟ್ಟು. ತಾಳ್ಮೆ ಅಗತ್ಯ.: [48, 688, 108, 714]
cartoon-dust-cloud: [464, 303, 684, 343]
logo-text: ಹೊಸ ದಿಗಂತ: [90, 38, 188, 64]
cartoon-tag: [406, 80, 462, 120]
raitha-body: ರೈತರಿಗೆ ಪಿಎಂ ಕಿಸಾನ್ ಯೋಜನೆಯಲ್ಲಿ ಕೇಂದ್ರದ 6000 ರೂ. ಜೊತೆಗೆ ರಾಜ್ಯ ಸರ್ಕಾರದ 3000 ರೂ. ಸೇರಿ ವಾರ್ಷಿಕ 9000 ರೂ. ನೆರವು ದೊರೆಯಲಿದೆ. ಸಣ್ಣ ಮತ್ತು ಅತಿ ಸಣ್ಣ ರೈತರಿಗೆ ಇದರ ಪ್ರಯೋಜನ ಲಭಿಸಲಿದೆ. ನೇರ ನಗದು ವರ್ಗಾವಣೆ ಮೂಲಕ ಹಣ ರೈತರ ಖಾತೆಗೆ ಜಮಾ ಆಗಲಿದೆ. ಕೃಷಿ ಇಲಾಖೆ ಫಲಾನುಭವಿಗಳ ಪಟ್ಟಿ ಸಿದ್ಧಪಡಿಸುತ್ತಿದೆ. ಯಾವುದೇ ಮಧ್ಯವರ್ತಿಗಳ ಹಸ್ತಕ್ಷೇಪವಿಲ್ಲದೆ ರೈತರಿಗೆ ನೆರವು ತಲುಪಲಿದೆ. ಕೃಷಿ ಉತ್ಪಾದನೆ ಹೆಚ್ಚಳಕ್ಕೆ ಸರ್ಕಾರ ಹಲವು ಕ್ರಮ ಕೈಗೊಂಡಿದೆ. ಬೀಜ, ಗೊಬ್ಬರ ಸಬ್ಸಿಡಿ ದರದಲ್ಲಿ ವಿತರಣೆ ಮಾಡಲಾಗುತ್ತಿದೆ. ನೀರಾವರಿ ಯೋಜನೆಗಳನ್ನು ತ್ವರಿತಗತಿಯಲ್ಲಿ ಪೂರ್ಣಗೊಳಿಸಲಾಗುವುದು. ರೈತರ ಆದಾಯ ದ್ವಿಗುಣಗೊಳಿಸುವುದು ಸರ್ಕಾರದ ಗುರಿಯಾಗಿದೆ. ಬೆಳೆ ವಿಮೆ ಯೋಜನೆ ಸರಳೀಕರಣಗೊಳಿಸಲಾಗಿದ್ದು, ನಷ್ಟ ಪರಿಹಾರ ಶೀಘ್ರ ವಿತರಣೆಗೆ ಕ್ರಮ ಕೈಗೊಳ್ಳಲಾಗಿದೆ. ರೈತ ಉತ್ಪಾದಕ ಸಂಸ್ಥೆಗಳಿಗೆ ಪ್ರೋತ್ಸಾಹ ನೀಡಲಾಗುತ್ತಿದೆ.: [562, 852, 698, 1015]
gudda-headline-1: ಗುಡ್ಡ ಕುಸಿದು ಕಾರ್ಮಿಕರ: [720, 966, 854, 986]
kidi-panel: [28, 374, 196, 564]
date-text: 11 ಏಪ್ರಿಲ್ 2026: [823, 59, 881, 69]
zodiac-sign-name: ತುಲಾ: [132, 592, 147, 601]
cartoon-globe: [652, 223, 696, 267]
sarkari-headline-1: ಸರ್ಕಾರಿ ಕಟ್ಟಡಗಳಿಂದ: [720, 818, 862, 843]
rail-body3: ಇದರಿಂದ ಮೂಲ ಯೋಜನೆಗಳಲ್ಲಿ ಪ್ರಸ್ತಾಪವಾಗಿದ್ದ ಹಲವಾರು ಮಾರ್ಗಗಳ ತಿದ್ದುಪಡಿ ಮಾಡಲಾಗಿದೆ. ದಿಲ್ಲಿ-ವಾರಾಣಸಿ ಕಾರಿಡಾರ್ ಮಾತ್ರ ಮೂಲ ರೂಪದಲ್ಲಿ ಉಳಿದಿದ್ದು, ಉಳಿದ ಆರು ಮಾರ್ಗಗಳಲ್ಲಿ ಬದಲಾವಣೆ ಮಾಡಲಾಗಿದೆ. ಅಧ್ಯಯನ ಪೂರ್ಣಗೊಂಡ ನಂತರ ಅಂತಿಮ ಮಾರ್ಗ ಪ್ರಕಟವಾಗಲಿದೆ. ಈ ಎಲ್ಲಾ ಮಾರ್ಗಗಳ ಕಾಮಗಾರಿ ಶೀಘ್ರದಲ್ಲೇ ಆರಂಭವಾಗಲಿದೆ.: [210, 298, 393, 359]
bullet-train-photo: [210, 193, 393, 265]
inset-title: ಆರು ಜಿಲ್ಲೆಗಳಲ್ಲಿ ಮಹಿಳಾ ಸಮಿತಿ: [370, 592, 496, 606]
zodiac-sign-name: ವೃಶ್ಚಿಕ: [132, 678, 148, 687]
red-accent-bar: [910, 44, 916, 72]
zodiac-sign-icon: [114, 850, 128, 864]
zodiac-sign-icon: [30, 678, 44, 692]
rail-col2: [210, 268, 393, 366]
kidi-spark-icon: ✸: [160, 380, 182, 410]
raitha-title-1: ರೈತರಿಗೆ ವಾರ್ಷಿಕ 9: [562, 820, 632, 833]
horoscope-sign: [114, 850, 196, 930]
rail-col1: [28, 133, 204, 365]
zodiac-sign-name: ವೃಷಭ: [48, 678, 65, 687]
sahakara-photo: [362, 458, 658, 584]
spardha-box: [362, 848, 548, 1036]
zodiac-sign-icon: [114, 592, 128, 606]
nadoja-col2: [726, 1324, 920, 1432]
row3-rule: [28, 1148, 920, 1149]
masthead: [0, 0, 945, 92]
podium-seal-icon: [700, 548, 720, 568]
sahakara-dateline: ವಿಜಯಪುರ:: [205, 456, 235, 465]
rail-route-1: ಚೆನ್ನೈ-ಮೈಸೂರು, ಚೆನ್ನೈ-ಬೆಂಗಳೂರು ಅತಿ ಬದಲು: [215, 138, 334, 147]
zodiac-sign-icon: [114, 678, 128, 692]
row1-rule: [28, 370, 920, 371]
gulika-text: ಗುಳಿಕಕಾಲ: 6.00-7.30: [74, 1119, 146, 1128]
